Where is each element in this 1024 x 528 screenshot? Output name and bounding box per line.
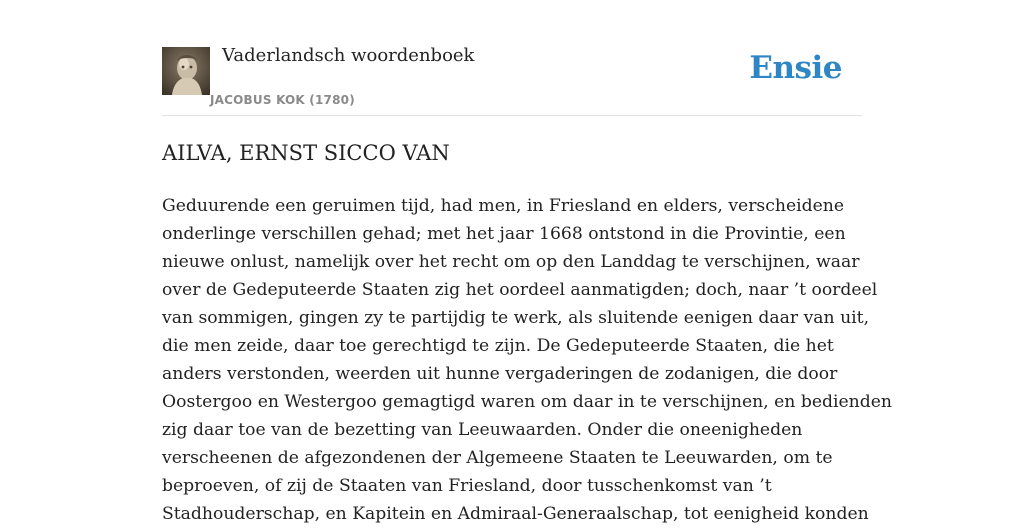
header — [162, 0, 862, 116]
body-line: beproeven, of zij de Staaten van Friesland, door tusschenkomst van ’t — [162, 476, 772, 496]
body-line: Oostergoo en Westergoo gemagtigd waren om daar in te verschijnen, en bedienden — [162, 392, 892, 412]
body-line: onderlinge verschillen gehad; met het jaar 1668 ontstond in die Provintie, een — [162, 224, 846, 244]
body-line: anders verstonden, weerden uit hunne vergaderingen de zodanigen, die door — [162, 364, 838, 384]
ensie-logo[interactable]: Ensie — [749, 50, 842, 86]
body-line: zig daar toe van de bezetting van Leeuwaarden. Onder die oneenigheden — [162, 420, 803, 440]
entry-body — [162, 192, 892, 528]
body-line: die men zeide, daar toe gerechtigd te zijn. De Gedeputeerde Staaten, die het — [162, 336, 834, 356]
body-line: over de Gedeputeerde Staaten zig het oordeel aanmatigden; doch, naar ’t oordeel — [162, 280, 878, 300]
body-line: Geduurende een geruimen tijd, had men, in Friesland en elders, verscheidene — [162, 196, 845, 216]
author-portrait-icon — [162, 47, 210, 95]
body-line: nieuwe onlust, namelijk over het recht om op den Landdag te verschijnen, waar — [162, 252, 860, 272]
entry-title: AILVA, ERNST SICCO VAN — [162, 141, 450, 165]
body-line: van sommigen, gingen zy te partijdig te werk, als sluitende eenigen daar van uit, — [162, 308, 870, 328]
author-avatar[interactable] — [162, 47, 210, 95]
body-line: Stadhouderschap, en Kapitein en Admiraal-Generaalschap, tot eenigheid konden — [162, 504, 869, 524]
book-title[interactable]: Vaderlandsch woordenboek — [222, 45, 475, 66]
author-label: JACOBUS KOK (1780) — [210, 93, 355, 107]
body-line: verscheenen de afgezondenen der Algemeene Staaten te Leeuwarden, om te — [162, 448, 833, 468]
